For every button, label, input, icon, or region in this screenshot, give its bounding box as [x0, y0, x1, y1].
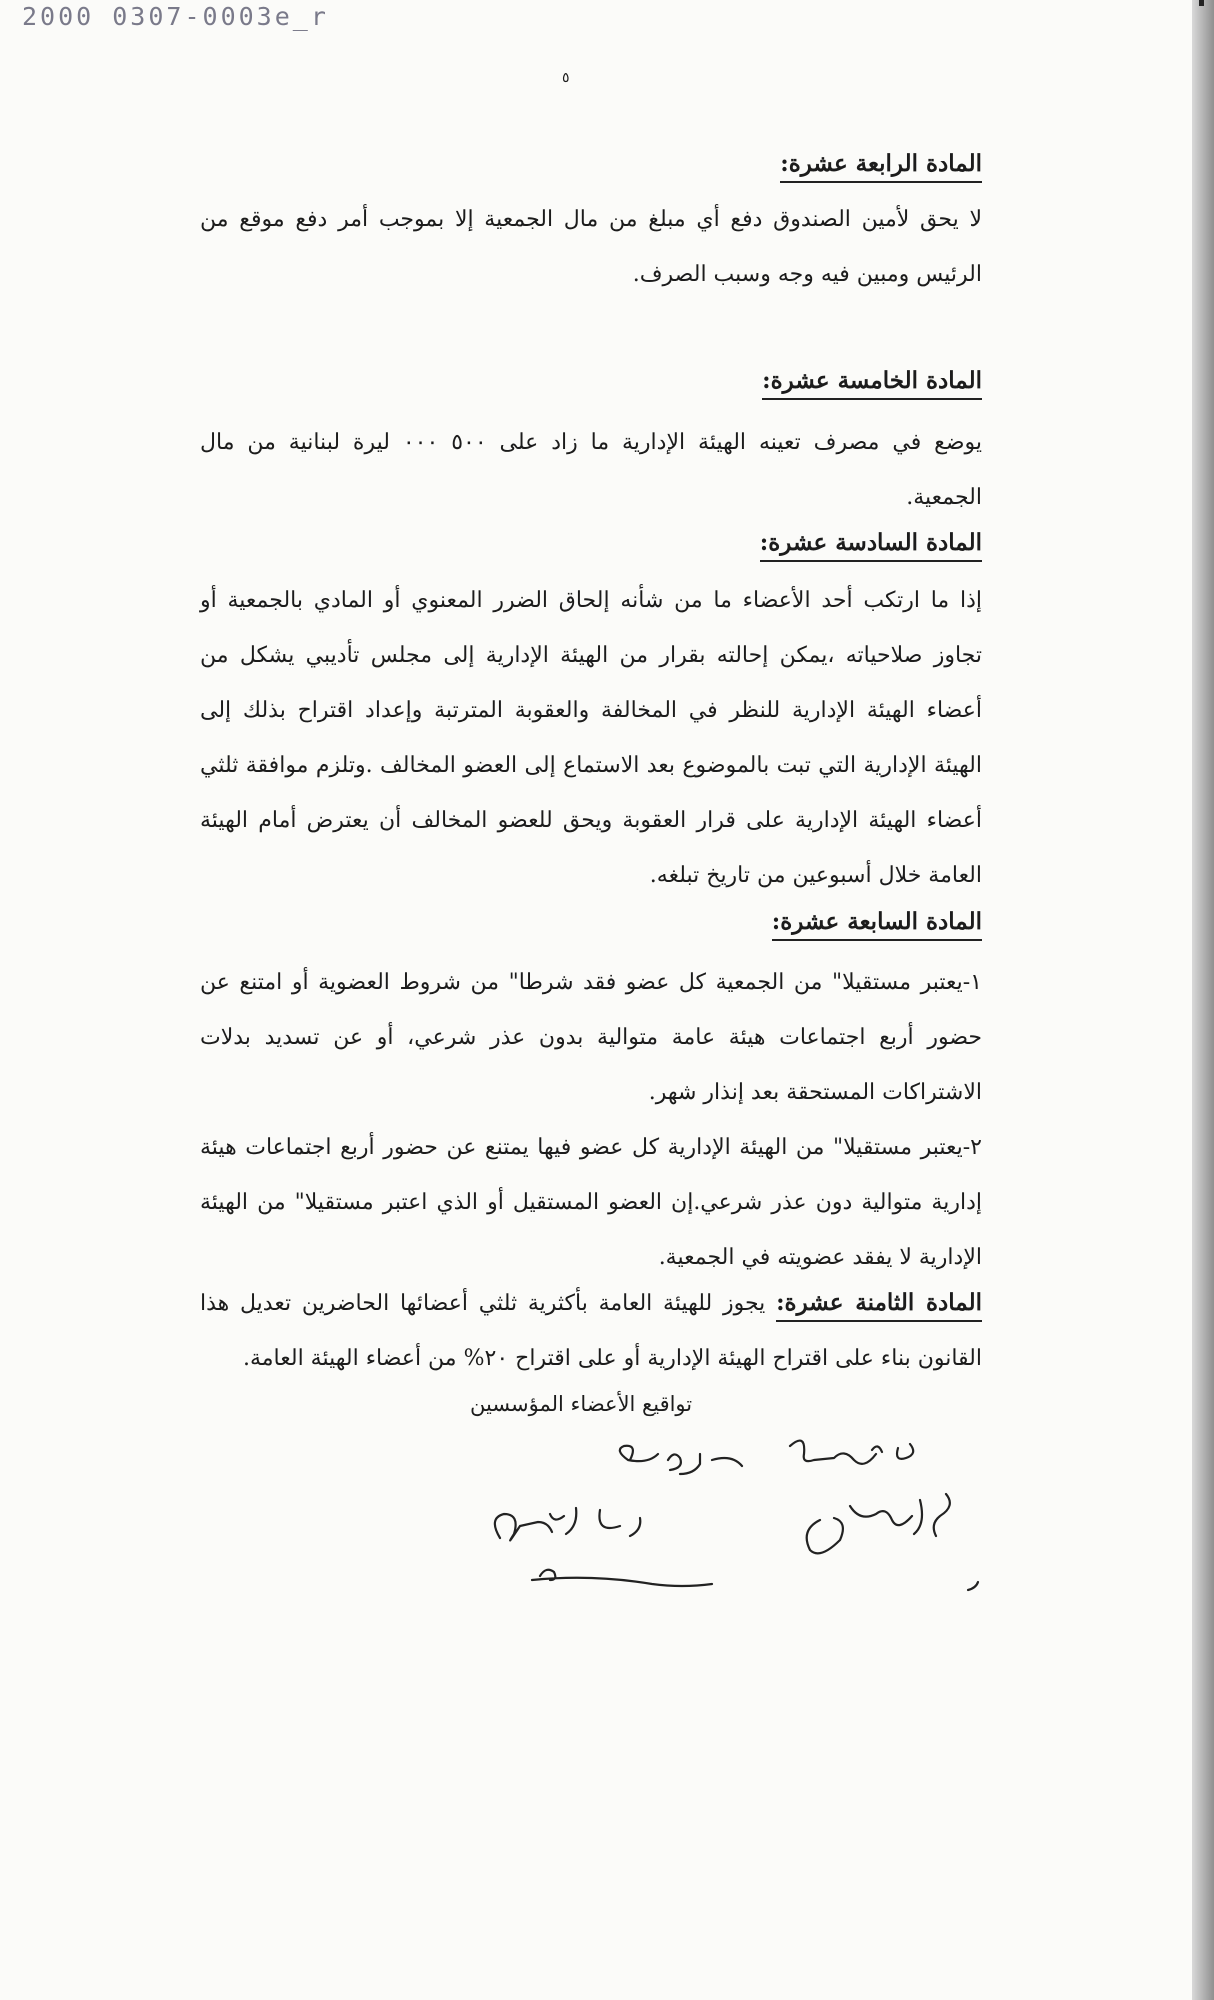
article-16-text: إذا ما ارتكب أحد الأعضاء ما من شأنه إلحاق الضرر المعنوي أو المادي بالجمعية أو تجاوز صلاحياته ،يمكن إحالته بقرار من الهيئة الإدارية إلى مجلس تأديبي يشكل من أعضاء الهيئة الإدارية للنظر في المخالفة والعقوبة المترتبة وإعداد اقتراح بذلك إلى الهيئة الإدارية التي تبت بالموضوع بعد الاستماع إلى العضو المخالف .وتلزم موافقة ثلثي أعضاء الهيئة الإدارية على قرار العقوبة ويحق للعضو المخالف أن يعترض أمام الهيئة العامة خلال أسبوعين من تاريخ تبلغه.: [200, 588, 982, 888]
article-17-body: [200, 955, 982, 1285]
article-18-paragraph: [200, 1275, 982, 1386]
founder-signatures: [480, 1430, 1020, 1630]
article-16-body: [200, 573, 982, 903]
signatures-title: تواقيع الأعضاء المؤسسين: [470, 1392, 693, 1416]
article-18-heading: المادة الثامنة عشرة:: [776, 1289, 982, 1322]
article-17-heading: المادة السابعة عشرة:: [772, 908, 982, 941]
article-17-item-1: ١-يعتبر مستقيلا" من الجمعية كل عضو فقد شرطا" من شروط العضوية أو امتنع عن حضور أربع اجتماعات هيئة عامة متوالية بدون عذر شرعي، أو عن تسديد بدلات الاشتراكات المستحقة بعد إنذار شهر.: [200, 970, 982, 1105]
page-number: ٥: [562, 70, 570, 86]
article-18-body: [200, 1275, 982, 1386]
article-14-heading: المادة الرابعة عشرة:: [780, 150, 982, 183]
article-15-body: [200, 415, 982, 525]
article-14-text: لا يحق لأمين الصندوق دفع أي مبلغ من مال الجمعية إلا بموجب أمر دفع موقع من الرئيس ومبين فيه وجه وسبب الصرف.: [200, 207, 982, 287]
scan-edge: [1192, 0, 1214, 2000]
article-18-text: يجوز للهيئة العامة بأكثرية ثلثي أعضائها الحاضرين تعديل هذا القانون بناء على اقتراح الهيئة الإدارية أو على اقتراح ٢٠% من أعضاء الهيئة العامة.: [200, 1291, 982, 1371]
scan-id-stamp: 2000 0307-0003e_r: [22, 2, 329, 31]
article-15-text: يوضع في مصرف تعينه الهيئة الإدارية ما زاد على ٥٠٠ ٠٠٠ ليرة لبنانية من مال الجمعية.: [200, 430, 982, 510]
scan-edge-mark: [1199, 0, 1204, 6]
article-17-item-2: ٢-يعتبر مستقيلا" من الهيئة الإدارية كل عضو فيها يمتنع عن حضور أربع اجتماعات هيئة إدارية متوالية دون عذر شرعي.إن العضو المستقيل أو الذي اعتبر مستقيلا" من الهيئة الإدارية لا يفقد عضويته في الجمعية.: [200, 1135, 982, 1270]
article-16-heading: المادة السادسة عشرة:: [760, 529, 982, 562]
article-14-body: [200, 192, 982, 302]
article-15-heading: المادة الخامسة عشرة:: [762, 367, 982, 400]
